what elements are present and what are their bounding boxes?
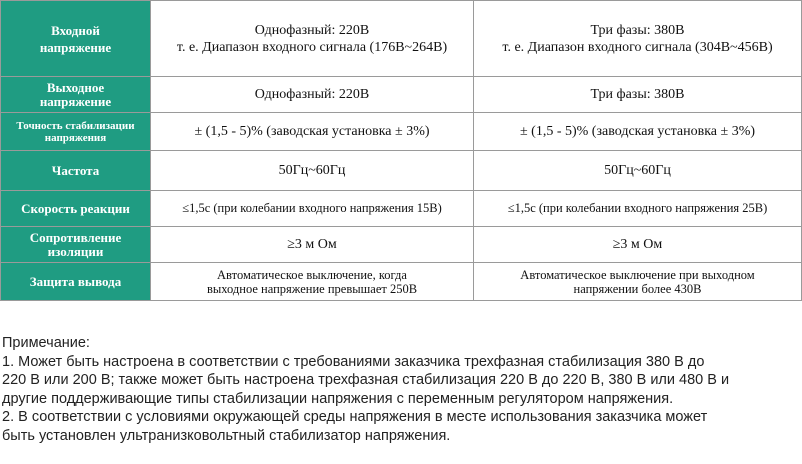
cell-response-three <box>474 191 802 227</box>
cell-line: ≥3 м Ом <box>287 237 337 252</box>
cell-accuracy-single <box>151 113 474 151</box>
note-line: другие поддерживающие типы стабилизации напряжения с переменным регулятором напряжения. <box>2 390 674 407</box>
header-input-voltage <box>1 1 151 77</box>
cell-single-phase-input <box>151 1 474 77</box>
cell-line: Автоматическое выключение при выходном <box>520 267 755 282</box>
header-output-protection <box>1 263 151 301</box>
cell-three-phase-input <box>474 1 802 77</box>
cell-protection-three <box>474 263 802 301</box>
header-line: напряжение <box>39 39 112 55</box>
header-line: Частота <box>51 163 100 178</box>
cell-line: 50Гц~60Гц <box>278 163 346 178</box>
notes-title: Примечание: <box>2 335 90 351</box>
cell-line: ± (1,5 - 5)% (заводская установка ± 3%) <box>194 124 430 139</box>
header-line: изоляции <box>47 243 104 259</box>
cell-line: Однофазный: 220В <box>254 22 370 38</box>
cell-line: 50Гц~60Гц <box>604 163 671 178</box>
row-frequency <box>1 151 802 191</box>
row-insulation-resistance <box>1 227 802 263</box>
cell-single-phase-output <box>151 77 474 113</box>
cell-line: ≤1,5с (при колебании входного напряжения 15В) <box>182 201 442 215</box>
cell-line: напряжении более 430В <box>573 281 702 296</box>
cell-line: Три фазы: 380В <box>590 87 685 102</box>
cell-three-phase-output <box>474 77 802 113</box>
header-stabilization-accuracy <box>1 113 151 151</box>
cell-line: ≤1,5с (при колебании входного напряжения 25В) <box>507 201 768 215</box>
note-line: 220 В или 200 В; также может быть настроена трехфазная стабилизация 220 В до 220 В, 380 В или 480 В и <box>2 372 730 388</box>
header-line: Сопротивление <box>29 229 122 245</box>
header-response-speed <box>1 191 151 227</box>
cell-insulation-three <box>474 227 802 263</box>
cell-line: Три фазы: 380В <box>590 22 685 38</box>
cell-line: т. е. Диапазон входного сигнала (176В~264В) <box>176 39 448 55</box>
cell-line: ≥3 м Ом <box>612 237 663 252</box>
cell-frequency-three <box>474 151 802 191</box>
note-line: быть установлен ультранизковольтный стабилизатор напряжения. <box>2 427 451 444</box>
cell-line: Однофазный: 220В <box>254 87 370 102</box>
cell-frequency-single <box>151 151 474 191</box>
header-line: Скорость реакции <box>21 201 130 216</box>
cell-line: выходное напряжение превышает 250В <box>206 281 418 296</box>
header-insulation-resistance <box>1 227 151 263</box>
cell-line: т. е. Диапазон входного сигнала (304В~456В) <box>502 39 773 55</box>
notes-section <box>2 334 800 445</box>
row-input-voltage <box>1 1 802 77</box>
header-frequency <box>1 151 151 191</box>
cell-response-single <box>151 191 474 227</box>
cell-line: ± (1,5 - 5)% (заводская установка ± 3%) <box>519 124 756 139</box>
header-line: Входной <box>51 22 100 38</box>
row-output-protection <box>1 263 802 301</box>
header-line: напряжения <box>44 131 107 144</box>
cell-protection-single <box>151 263 474 301</box>
header-output-voltage <box>1 77 151 113</box>
header-line: Защита вывода <box>29 274 122 289</box>
header-line: Точность стабилизации <box>16 119 135 132</box>
cell-line: Автоматическое выключение, когда <box>217 267 407 282</box>
cell-accuracy-three <box>474 113 802 151</box>
row-response-speed <box>1 191 802 227</box>
header-line: напряжение <box>39 93 112 109</box>
row-stabilization-accuracy <box>1 113 802 151</box>
row-output-voltage <box>1 77 802 113</box>
note-line: 1. Может быть настроена в соответствии с требованиями заказчика трехфазная стабилизация 380 В до <box>2 353 705 370</box>
header-line: Выходное <box>46 79 105 95</box>
note-line: 2. В соответствии с условиями окружающей среды напряжения в месте использования заказчика может <box>2 409 708 425</box>
cell-insulation-single <box>151 227 474 263</box>
